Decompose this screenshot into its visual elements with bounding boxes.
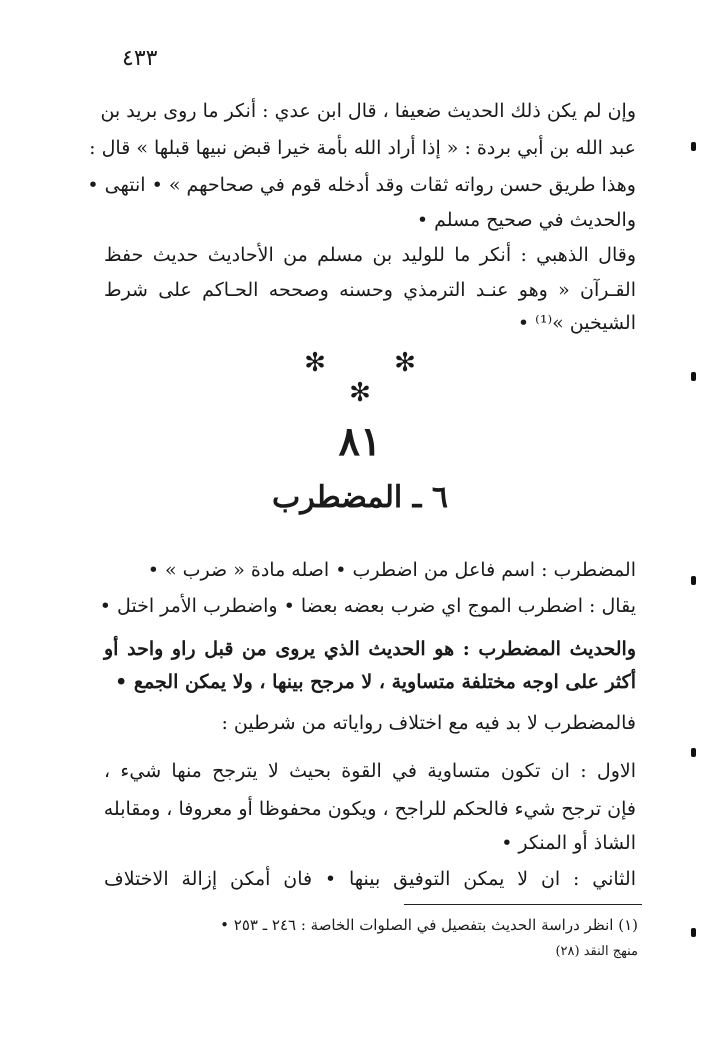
section-title: ٦ ـ المضطرب [271, 480, 449, 515]
text-line: فالمضطرب لا بد فيه مع اختلاف رواياته من شرطين : [221, 712, 636, 734]
text-line: يقال : اضطرب الموج اي ضرب بعضه بعضا • واضطرب الأمر اختل • [99, 595, 636, 617]
section-separator: ✻ ✻ ✻ [304, 348, 446, 408]
text-line: وهذا طريق حسن رواته ثقات وقد أدخله قوم في صحاحهم » • انتهى • [87, 174, 636, 196]
text-line: عبد الله بن أبي بردة : « إذا أراد الله بأمة خيرا قبض نبيها قبلها » قال : [89, 137, 636, 159]
text-line: القـرآن « وهو عنـد الترمذي وحسنه وصححه الحـاكم على شرط [104, 279, 636, 301]
binding-mark [691, 576, 696, 585]
text-line: الشاذ أو المنكر • [501, 832, 636, 854]
text-line: فإن ترجح شيء فالحكم للراجح ، ويكون محفوظا أو معروفا ، ومقابله [103, 798, 636, 820]
section-number: ٨١ [338, 418, 382, 465]
binding-mark [691, 372, 696, 381]
text-line: الثاني : ان لا يمكن التوفيق بينها • فان أمكن إزالة الاختلاف [104, 868, 636, 890]
definition-bold-line: والحديث المضطرب : هو الحديث الذي يروى من قبل راو واحد أو [104, 638, 636, 660]
text-line: الشيخين »⁽¹⁾ • [517, 312, 636, 334]
definition-bold-line: أكثر على اوجه مختلفة متساوية ، لا مرجح بينها ، ولا يمكن الجمع • [115, 671, 636, 693]
page-number: ٤٣٣ [122, 46, 158, 71]
binding-mark [691, 142, 696, 151]
footnote-rule [404, 904, 642, 905]
binding-mark [691, 748, 696, 757]
running-footer: منهج النقد (٢٨) [555, 944, 638, 959]
binding-mark [691, 928, 696, 937]
text-line: والحديث في صحيح مسلم • [416, 209, 636, 231]
text-line: المضطرب : اسم فاعل من اضطرب • اصله مادة « ضرب » • [147, 559, 636, 581]
text-line: وقال الذهبي : أنكر ما للوليد بن مسلم من الأحاديث حديث حفظ [104, 244, 636, 266]
footnote: (١) انظر دراسة الحديث بتفصيل في الصلوات الخاصة : ٢٤٦ ـ ٢٥٣ • [220, 916, 638, 934]
text-line: وإن لم يكن ذلك الحديث ضعيفا ، قال ابن عدي : أنكر ما روى بريد بن [100, 100, 636, 122]
text-line: الاول : ان تكون متساوية في القوة بحيث لا يترجح منها شيء ، [104, 760, 636, 782]
